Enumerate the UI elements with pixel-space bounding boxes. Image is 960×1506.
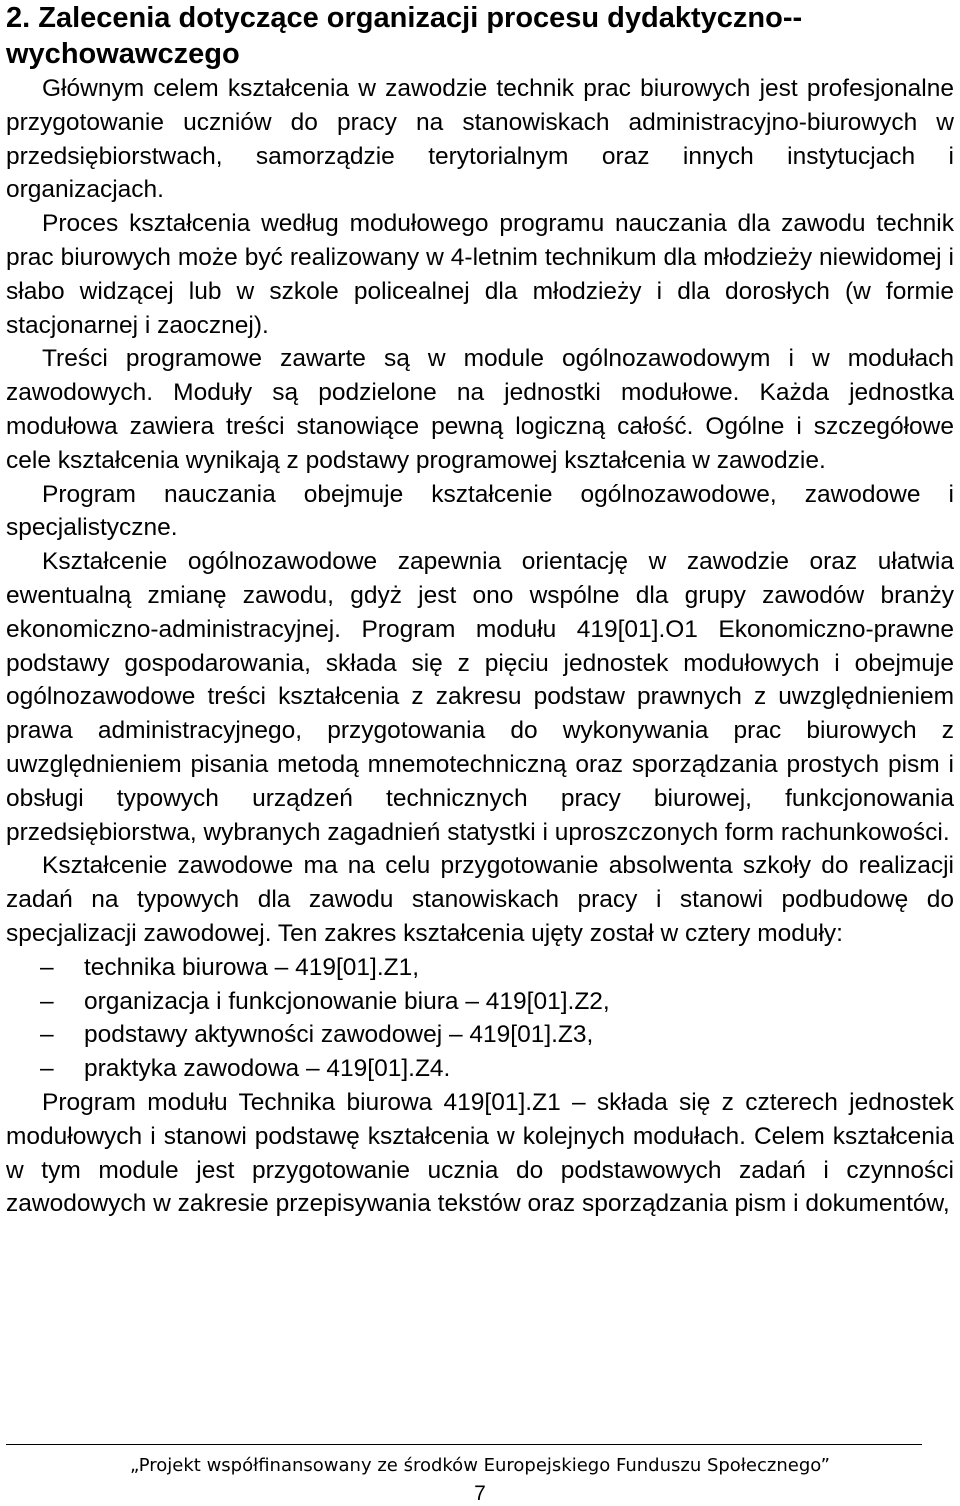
dash-bullet: – [40,1055,54,1083]
list-item [6,951,954,985]
dash-bullet: – [40,987,54,1015]
paragraph-program: Program nauczania obejmuje kształcenie ogólnozawodowe, zawodowe i specjalistyczne. [6,480,954,542]
list-item [6,985,954,1019]
page-number: 7 [474,1482,486,1505]
dash-bullet: – [40,1021,54,1049]
footer-divider [6,1444,922,1445]
modules-list [6,951,954,1086]
section-heading: 2. Zalecenia dotyczące organizacji procesu dydaktyczno--wychowawczego [6,2,803,70]
list-item [6,1018,954,1052]
paragraph-vocational-education: Kształcenie zawodowe ma na celu przygotowanie absolwenta szkoły do realizacji zadań na typowych dla zawodu stanowiskach pracy i stanowi podbudowę do specjalizacji zawodowej. Ten zakres kształcenia ujęty został w cztery moduły: [6,852,954,947]
paragraph-module-z1: Program modułu Technika biurowa 419[01].Z1 – składa się z czterech jednostek modułowych i stanowi podstawę kształcenia w kolejnych modułach. Celem kształcenia w tym module jest przygotowanie ucznia do podstawowych zadań i czynności zawodowych w zakresie przepisywania tekstów oraz sporządzania pism i dokumentów, [6,1088,954,1218]
footer-note: „Projekt współfinansowany ze środków Europejskiego Funduszu Społecznego” [130,1455,830,1476]
paragraph-goal: Głównym celem kształcenia w zawodzie technik prac biurowych jest profesjonalne przygotowanie uczniów do pracy na stanowiskach administracyjno-biurowych w przedsiębiorstwach, samorządzie terytorialnym oraz innych instytucjach i organizacjach. [6,75,954,204]
module-name: organizacja i funkcjonowanie biura – 419[01].Z2, [84,987,610,1015]
body-text [6,72,954,1221]
module-name: praktyka zawodowa – 419[01].Z4. [84,1055,451,1083]
module-name: podstawy aktywności zawodowej – 419[01].Z3, [84,1021,594,1049]
list-item [6,1052,954,1086]
paragraph-process: Proces kształcenia według modułowego programu nauczania dla zawodu technik prac biurowych może być realizowany w 4-letnim technikum dla młodzieży niewidomej i słabo widzącej lub w szkole policealnej dla młodzieży i dla dorosłych (w formie stacjonarnej i zaocznej). [6,210,954,339]
paragraph-general-education: Kształcenie ogólnozawodowe zapewnia orientację w zawodzie oraz ułatwia ewentualną zmianę zawodu, gdyż jest ono wspólne dla grupy zawodów branży ekonomiczno-administracyjnej. Program modułu 419[01].O1 Ekonomiczno-prawne podstawy gospodarowania, składa się z pięciu jednostek modułowych i obejmuje ogólnozawodowe treści kształcenia z zakresu podstaw prawnych z uwzględnieniem prawa administracyjnego, przygotowania do wykonywania prac biurowych z uwzględnieniem pisania metodą mnemotechniczną oraz sporządzania prostych pism i obsługi typowych urządzeń technicznych pracy biurowej, funkcjonowania przedsiębiorstwa, wybranych zagadnień statystki i uproszczonych form rachunkowości. [6,548,954,846]
module-name: technika biurowa – 419[01].Z1, [84,953,420,981]
paragraph-content: Treści programowe zawarte są w module ogólnozawodowym i w modułach zawodowych. Moduły są podzielone na jednostki modułowe. Każda jednostka modułowa zawiera treści stanowiące pewną logiczną całość. Ogólne i szczegółowe cele kształcenia wynikają z podstawy programowej kształcenia w zawodzie. [6,345,954,474]
dash-bullet: – [40,953,54,981]
